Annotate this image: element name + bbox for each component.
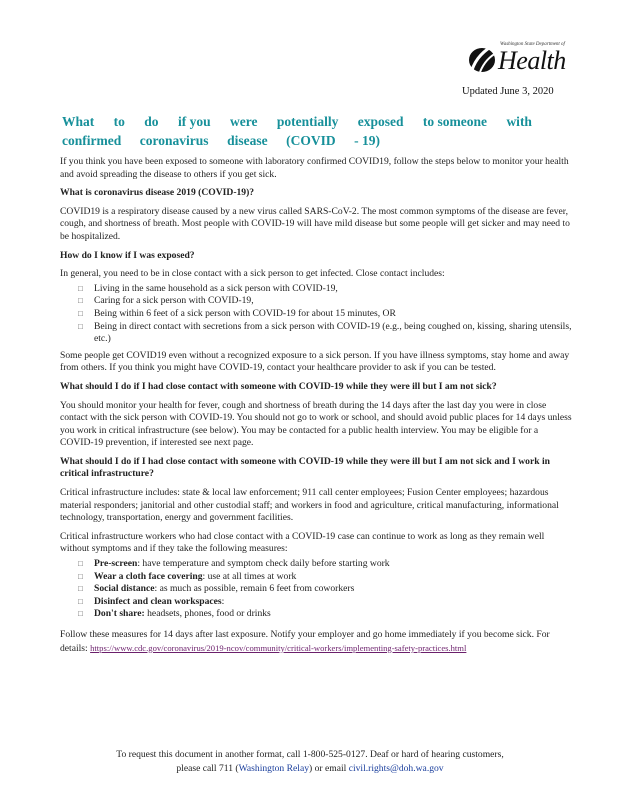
title-line-2 <box>62 131 380 150</box>
document-title <box>62 112 532 150</box>
square-bullet-icon: □ <box>78 584 83 594</box>
section-heading-critical-infrastructure: What should I do if I had close contact with someone with COVID-19 while they were ill but I am not sick and I work in critical infrastructure? <box>60 455 550 480</box>
title-word: were <box>229 114 258 129</box>
title-word: exposed <box>357 114 404 129</box>
section-paragraph-exposed-after: Some people get COVID19 even without a recognized exposure to a sick person. If you have illness symptoms, stay home and away from others. If you think you might have COVID-19, contact your healthcare provider to ask if you can be tested. <box>60 349 570 374</box>
square-bullet-icon: □ <box>78 609 83 619</box>
logo-health-text: Health <box>498 46 566 75</box>
intro-paragraph: If you think you have been exposed to someone with laboratory confirmed COVID19, follow the steps below to monitor your health and avoid spreading the disease to others if you get sick. <box>60 156 569 180</box>
list-item: □ Being in direct contact with secretions from a sick person with COVID-19 (e.g., being coughed on, kissing, sharing utensils, etc.) <box>78 320 572 345</box>
square-bullet-icon: □ <box>78 321 83 331</box>
updated-date: Updated June 3, 2020 <box>462 86 554 97</box>
title-word: (COVID <box>286 133 336 148</box>
section-paragraph-what-is: COVID19 is a respiratory disease caused by a new virus called SARS-CoV-2. The most common symptoms of the disease are fever, cough, and shortness of breath. Most people with COVID-19 will have mild disease but some people will get sicker and may need to be hospitalized. <box>60 205 570 242</box>
title-word: - 19) <box>354 133 380 148</box>
square-bullet-icon: □ <box>78 596 83 606</box>
section-heading-exposed: How do I know if I was exposed? <box>60 249 195 261</box>
list-item: □ Living in the same household as a sick person with COVID-19, <box>78 282 338 294</box>
title-word: What <box>62 114 95 129</box>
section-heading-what-is: What is coronavirus disease 2019 (COVID-19)? <box>60 187 255 199</box>
title-word: to someone <box>422 114 488 129</box>
list-item: □ Disinfect and clean workspaces: <box>78 595 225 607</box>
title-word: potentially <box>276 114 339 129</box>
footer-line-1: To request this document in another format, call 1-800-525-0127. Deaf or hard of hearing customers, <box>116 749 504 760</box>
list-item: □ Pre-screen: have temperature and symptom check daily before starting work <box>78 558 390 570</box>
title-word: with <box>506 114 532 129</box>
cdc-guidance-link[interactable]: https://www.cdc.gov/coronavirus/2019-ncov/community/critical-workers/implementing-safety-practices.html <box>90 642 467 653</box>
list-item: □ Social distance: as much as possible, remain 6 feet from coworkers <box>78 583 355 595</box>
square-bullet-icon: □ <box>78 296 83 306</box>
doh-logo <box>466 36 576 84</box>
list-item: □ Wear a cloth face covering: use at all times at work <box>78 570 297 582</box>
doh-logo-icon <box>466 40 500 76</box>
list-item: □ Don't share: headsets, phones, food or drinks <box>78 608 271 620</box>
footer <box>40 748 580 776</box>
measures-list <box>60 558 572 621</box>
title-line-1 <box>62 112 532 131</box>
close-contact-list <box>60 283 572 346</box>
section-heading-not-sick: What should I do if I had close contact with someone with COVID-19 while they were ill but I am not sick? <box>60 380 497 392</box>
title-word: coronavirus <box>139 133 209 148</box>
square-bullet-icon: □ <box>78 559 83 569</box>
square-bullet-icon: □ <box>78 571 83 581</box>
title-word: do <box>144 114 159 129</box>
email-link[interactable]: civil.rights@doh.wa.gov <box>348 763 444 774</box>
square-bullet-icon: □ <box>78 308 83 318</box>
section-paragraph-critical-1: Critical infrastructure includes: state & local law enforcement; 911 call center employees; Fusion Center employees; hazardous material responders; janitorial and other custodial staff; and workers in food and agriculture, critical manufacturing, informational technology, transportation, energy and government facilities. <box>60 487 559 524</box>
title-word: confirmed <box>62 133 122 148</box>
section-paragraph-not-sick: You should monitor your health for fever, cough and shortness of breath during the 14 days after the last day you were in close contact with the sick person with COVID-19. You should not go to work or school, and should avoid public places for 14 days unless you work in critical infrastructure (see below). You may be contacted for a public health interview. You may be eligible for a COVID-19 prevention, if interested see next page. <box>60 399 572 449</box>
square-bullet-icon: □ <box>78 283 83 293</box>
title-word: disease <box>227 133 268 148</box>
closing-paragraph: Follow these measures for 14 days after last exposure. Notify your employer and go home immediately if you become sick. For details: https://www.cdc.gov/coronavirus/2019-ncov/community/critical-workers/implementing-safety-practices.html <box>60 629 550 654</box>
document-body <box>60 156 572 661</box>
logo-department-text: Washington State Department of <box>500 42 565 47</box>
footer-line-2: please call 711 (Washington Relay) or email civil.rights@doh.wa.gov <box>176 763 444 774</box>
title-word: if you <box>177 114 211 129</box>
list-item: □ Being within 6 feet of a sick person with COVID-19 for about 15 minutes, OR <box>78 307 396 319</box>
list-item: □ Caring for a sick person with COVID-19, <box>78 295 254 307</box>
section-paragraph-critical-2: Critical infrastructure workers who had close contact with a COVID-19 case can continue to work as long as they remain well without symptoms and if they take the following measures: <box>60 530 545 555</box>
washington-relay-link[interactable]: Washington Relay <box>238 763 309 774</box>
title-word: to <box>113 114 125 129</box>
section-paragraph-exposed: In general, you need to be in close contact with a sick person to get infected. Close contact includes: <box>60 268 445 280</box>
